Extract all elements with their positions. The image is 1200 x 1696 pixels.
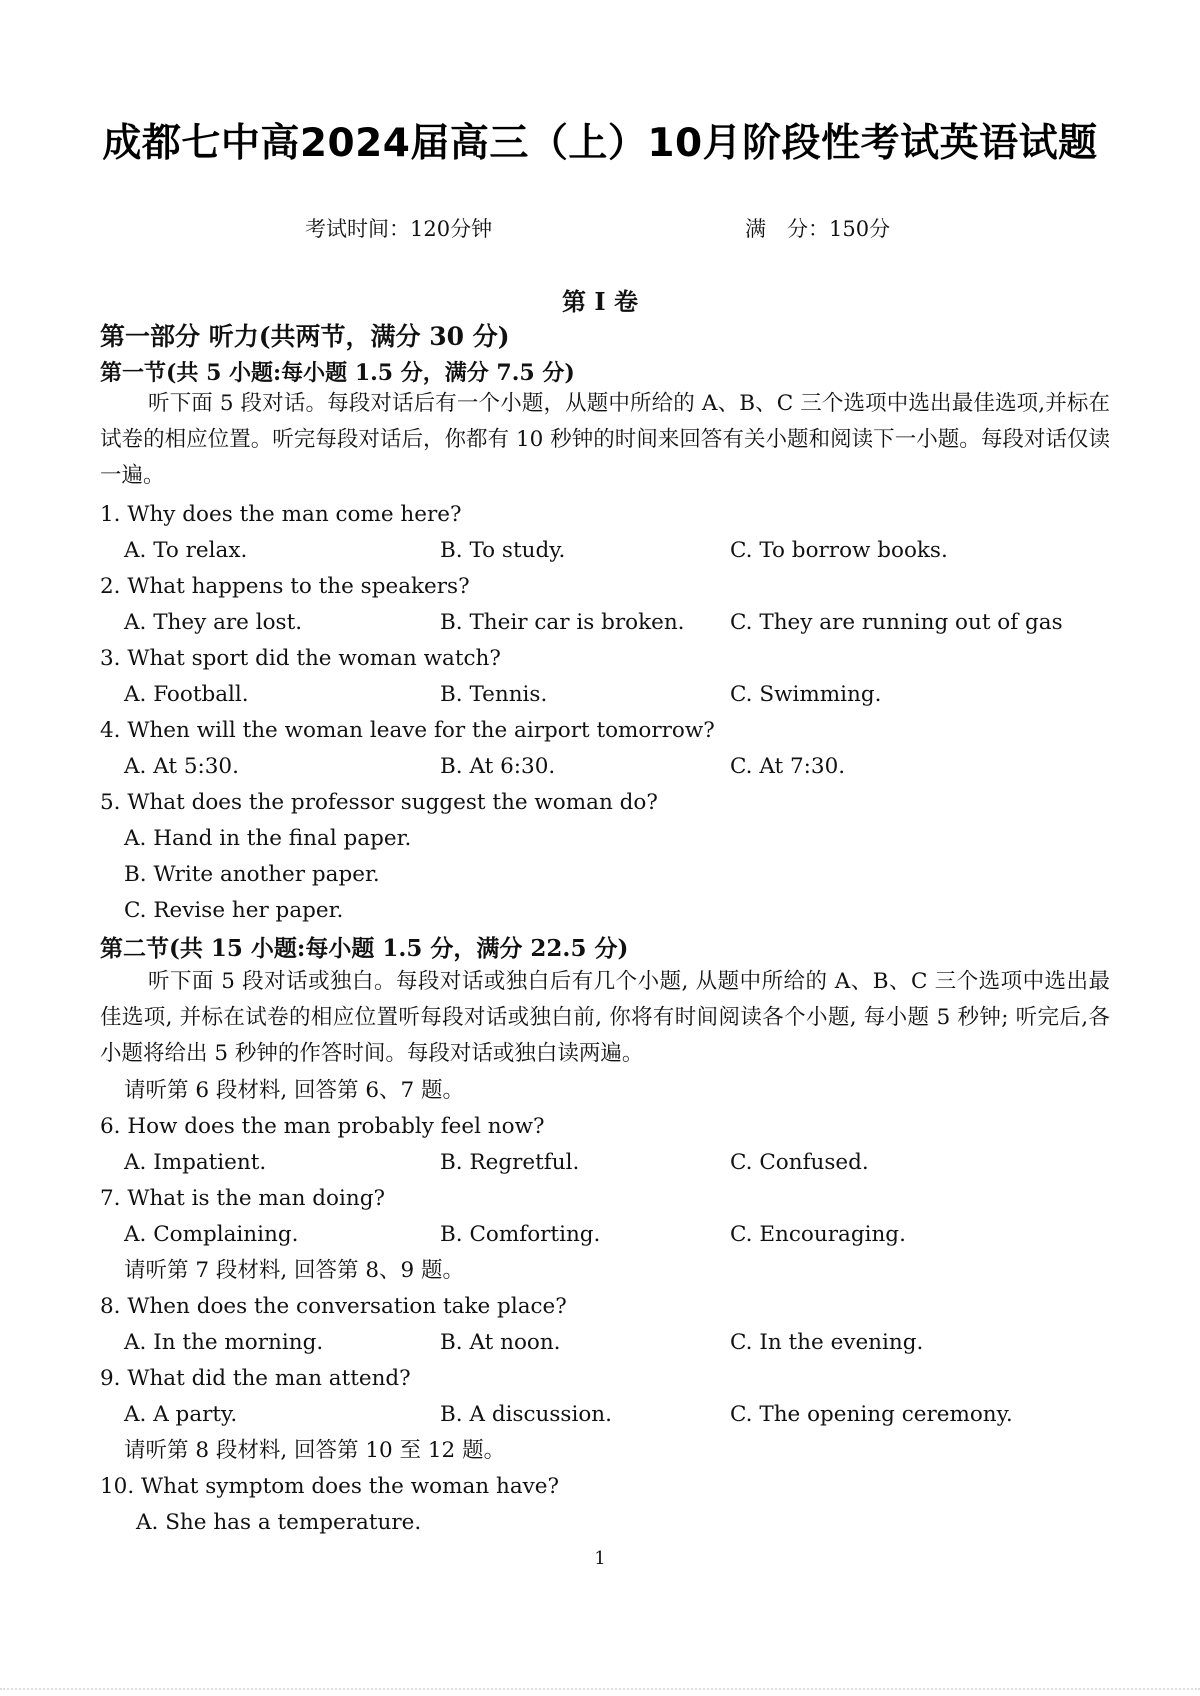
- page-number: 1: [594, 1548, 606, 1569]
- question-3: 3. What sport did the woman watch?: [100, 646, 501, 671]
- question-2-option-a: A. They are lost.: [124, 610, 303, 635]
- question-7-option-c: C. Encouraging.: [730, 1222, 906, 1247]
- question-1-option-c: C. To borrow books.: [730, 538, 948, 563]
- question-6: 6. How does the man probably feel now?: [100, 1114, 545, 1139]
- question-6-option-c: C. Confused.: [730, 1150, 869, 1175]
- question-5: 5. What does the professor suggest the woman do?: [100, 790, 658, 815]
- question-5-option-c: C. Revise her paper.: [124, 898, 344, 923]
- material-7-note: 请听第 7 段材料, 回答第 8、9 题。: [124, 1258, 465, 1283]
- question-6-option-b: B. Regretful.: [440, 1150, 580, 1175]
- question-8-option-a: A. In the morning.: [124, 1330, 324, 1355]
- exam-time: 考试时间：120分钟: [305, 217, 493, 241]
- question-9-option-b: B. A discussion.: [440, 1402, 612, 1427]
- section1-instructions: 听下面 5 段对话。每段对话后有一个小题，从题中所给的 A、B、C 三个选项中选出最佳选项,并标在试卷的相应位置。听完每段对话后，你都有 10 秒钟的时间来回答有关小题和阅读下一小题。每段对话仅读一遍。: [100, 391, 1110, 488]
- question-7: 7. What is the man doing?: [100, 1186, 385, 1211]
- question-1: 1. Why does the man come here?: [100, 502, 462, 527]
- page-bottom-divider: [0, 1688, 1200, 1690]
- question-9-option-a: A. A party.: [124, 1402, 238, 1427]
- question-5-option-b: B. Write another paper.: [124, 862, 380, 887]
- question-3-option-c: C. Swimming.: [730, 682, 882, 707]
- exam-title: 成都七中高2024届高三（上）10月阶段性考试英语试题: [102, 121, 1098, 166]
- material-8-note: 请听第 8 段材料, 回答第 10 至 12 题。: [124, 1438, 506, 1463]
- question-8-option-b: B. At noon.: [440, 1330, 561, 1355]
- full-score: 满 分：150分: [745, 217, 891, 241]
- material-6-note: 请听第 6 段材料, 回答第 6、7 题。: [124, 1078, 465, 1103]
- volume-heading: 第 I 卷: [562, 287, 638, 316]
- question-2-option-b: B. Their car is broken.: [440, 610, 685, 635]
- question-1-option-b: B. To study.: [440, 538, 566, 563]
- question-3-option-b: B. Tennis.: [440, 682, 548, 707]
- section1-heading: 第一节(共 5 小题:每小题 1.5 分，满分 7.5 分): [100, 360, 575, 386]
- section2-heading: 第二节(共 15 小题:每小题 1.5 分，满分 22.5 分): [100, 935, 629, 962]
- question-9: 9. What did the man attend?: [100, 1366, 411, 1391]
- section2-instructions: 听下面 5 段对话或独白。每段对话或独白后有几个小题, 从题中所给的 A、B、C 三个选项中选出最佳选项, 并标在试卷的相应位置听每段对话或独白前, 你将有时间阅读各个小题, 每小题 5 秒钟; 听完后,各小题将给出 5 秒钟的作答时间。每段对话或独白读两遍。: [100, 969, 1110, 1066]
- question-5-option-a: A. Hand in the final paper.: [124, 826, 412, 851]
- question-6-option-a: A. Impatient.: [124, 1150, 267, 1175]
- question-1-option-a: A. To relax.: [124, 538, 248, 563]
- question-9-option-c: C. The opening ceremony.: [730, 1402, 1013, 1427]
- question-3-option-a: A. Football.: [124, 682, 249, 707]
- question-4-option-c: C. At 7:30.: [730, 754, 846, 779]
- question-4-option-b: B. At 6:30.: [440, 754, 556, 779]
- question-2-option-c: C. They are running out of gas: [730, 610, 1063, 635]
- question-2: 2. What happens to the speakers?: [100, 574, 470, 599]
- question-7-option-a: A. Complaining.: [124, 1222, 299, 1247]
- question-4-option-a: A. At 5:30.: [124, 754, 239, 779]
- part1-heading: 第一部分 听力(共两节，满分 30 分): [100, 322, 510, 351]
- question-4: 4. When will the woman leave for the airport tomorrow?: [100, 718, 715, 743]
- question-10: 10. What symptom does the woman have?: [100, 1474, 560, 1499]
- question-8-option-c: C. In the evening.: [730, 1330, 924, 1355]
- question-7-option-b: B. Comforting.: [440, 1222, 601, 1247]
- question-10-option-a: A. She has a temperature.: [136, 1510, 422, 1535]
- question-8: 8. When does the conversation take place?: [100, 1294, 567, 1319]
